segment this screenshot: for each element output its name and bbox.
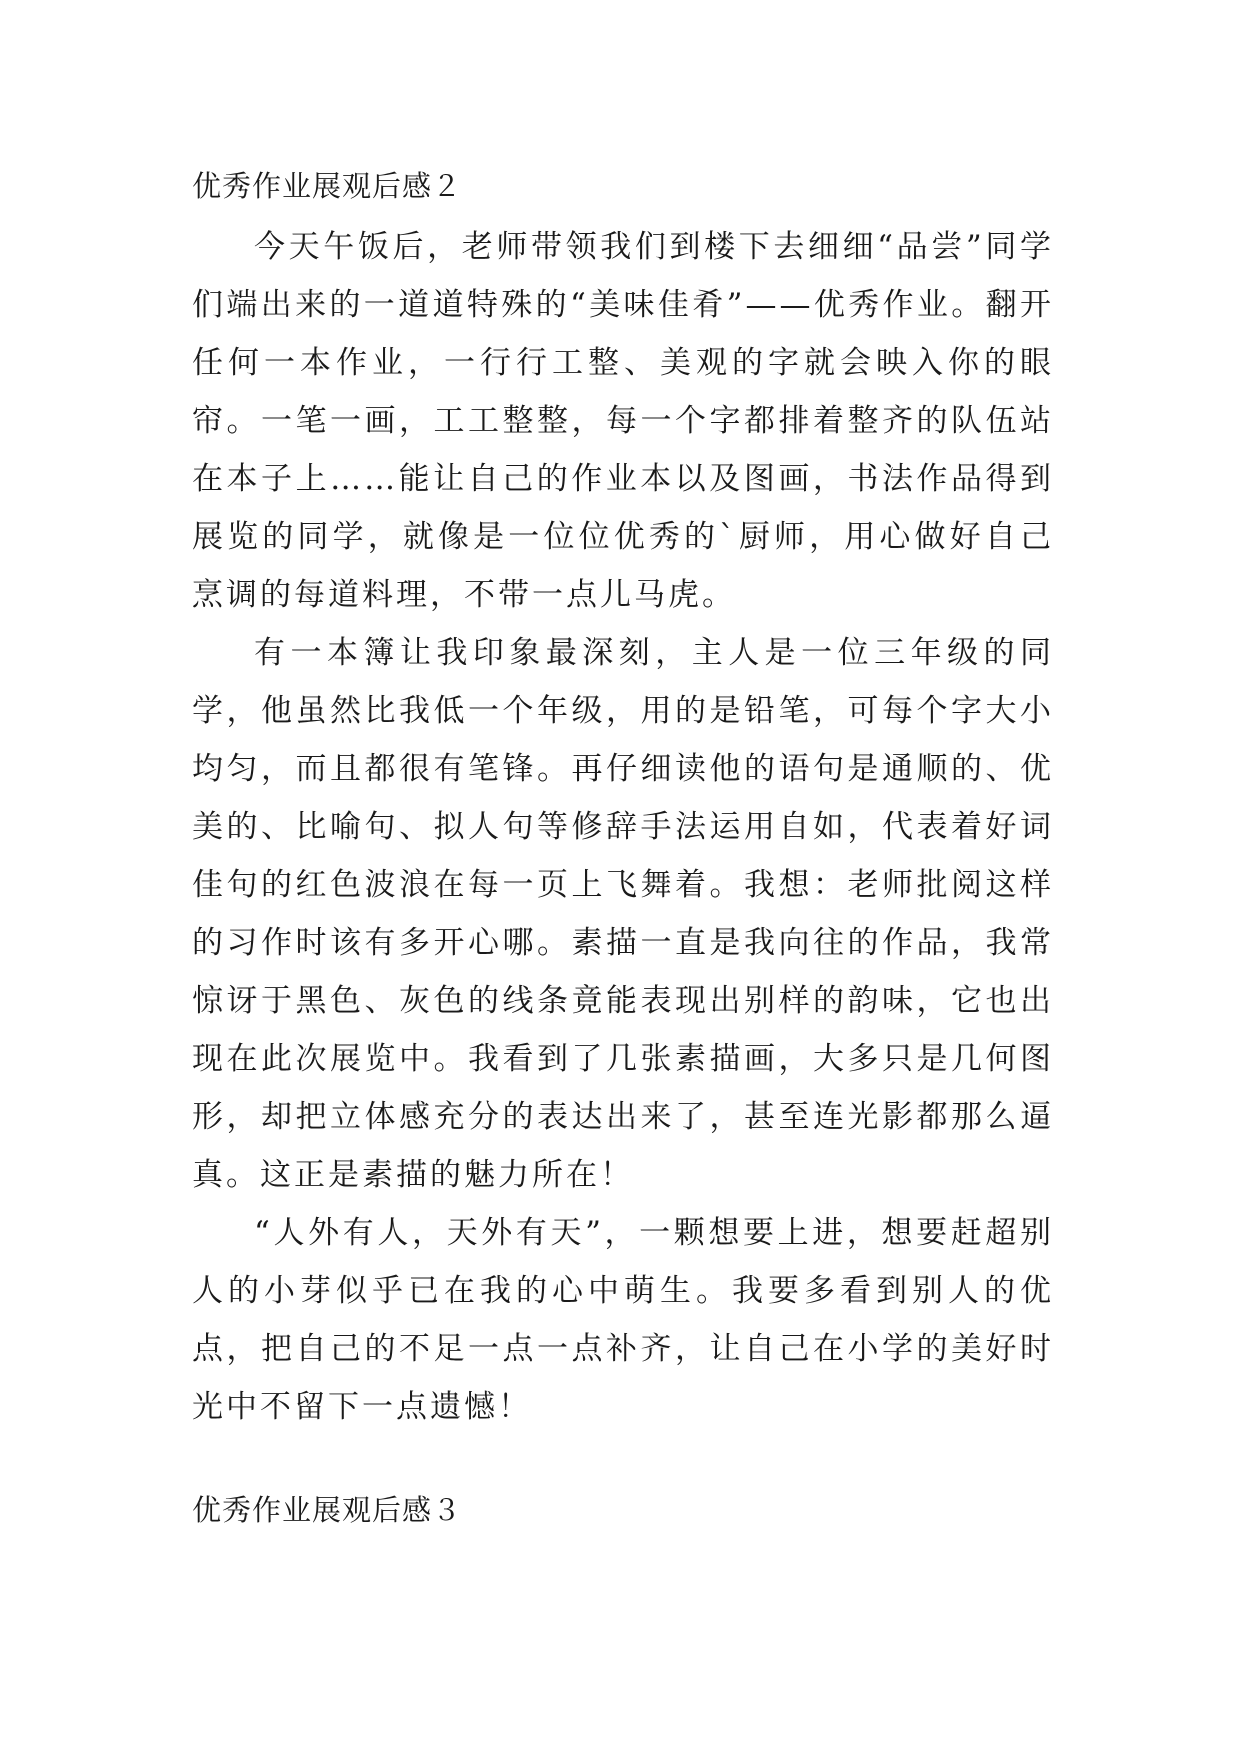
- essay-2-paragraph-1: 今天午饭后，老师带领我们到楼下去细细“品尝”同学们端出来的一道道特殊的“美味佳肴”——优秀作业。翻开任何一本作业，一行行工整、美观的字就会映入你的眼帘。一笔一画，工工整整，每一个字都排着整齐的队伍站在本子上……能让自己的作业本以及图画，书法作品得到展览的同学，就像是一位位优秀的`厨师，用心做好自己烹调的每道料理，不带一点儿马虎。: [192, 229, 1054, 613]
- document-page: [192, 160, 1054, 1536]
- section-spacer: [192, 1436, 1054, 1484]
- essay-2-paragraph-2: 有一本簿让我印象最深刻，主人是一位三年级的同学，他虽然比我低一个年级，用的是铅笔，可每个字大小均匀，而且都很有笔锋。再仔细读他的语句是通顺的、优美的、比喻句、拟人句等修辞手法运用自如，代表着好词佳句的红色波浪在每一页上飞舞着。我想：老师批阅这样的习作时该有多开心哪。素描一直是我向往的作品，我常惊讶于黑色、灰色的线条竟能表现出别样的韵味，它也出现在此次展览中。我看到了几张素描画，大多只是几何图形，却把立体感充分的表达出来了，甚至连光影都那么逼真。这正是素描的魅力所在！: [192, 635, 1054, 1193]
- essay-3-title: 优秀作业展观后感３: [192, 1493, 463, 1527]
- essay-2-title: 优秀作业展观后感２: [192, 169, 463, 203]
- essay-2-paragraph-3: “人外有人，天外有天”，一颗想要上进，想要赶超别人的小芽似乎已在我的心中萌生。我要多看到别人的优点，把自己的不足一点一点补齐，让自己在小学的美好时光中不留下一点遗憾！: [192, 1215, 1054, 1425]
